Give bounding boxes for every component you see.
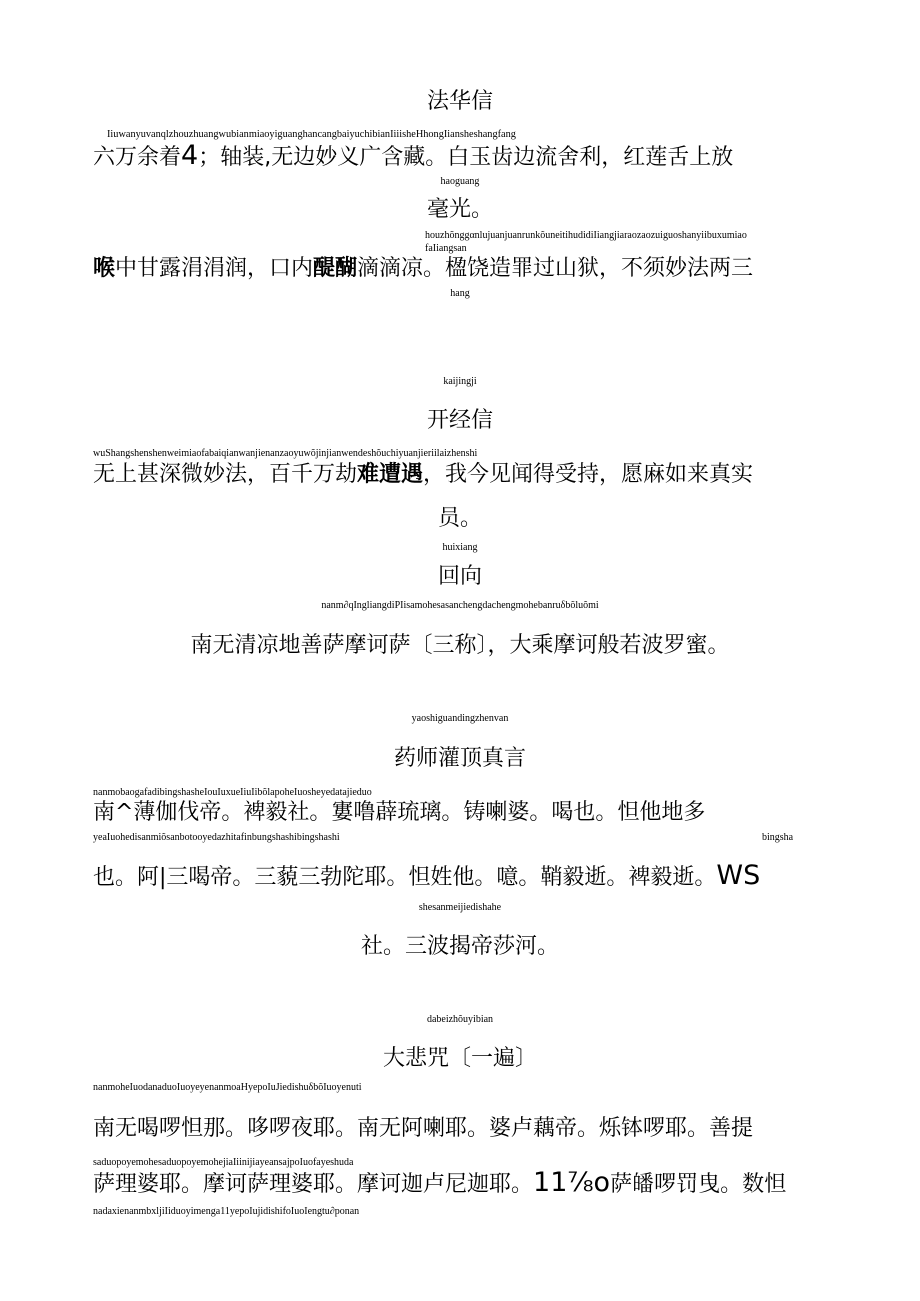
verse-line: 南无清凉地善萨摩诃萨〔三称〕，大乘摩诃般若波罗蜜。 xyxy=(190,633,730,658)
verse-line: 员。 xyxy=(437,506,482,531)
pinyin-line: haoguang xyxy=(440,176,480,187)
verse-line: 南无喝啰怛那。哆啰夜耶。南无阿喇耶。婆卢藕帝。烁钵啰耶。善提 xyxy=(93,1116,754,1141)
verse-text: ，我今见闻得受持，愿麻如来真实 xyxy=(423,462,754,487)
pinyin-title: dabeizhõuyibian xyxy=(426,1014,494,1025)
verse-line: 南^薄伽伐帝。裨毅社。寠噜薜琉璃。铸喇婆。喝也。怛他地多 xyxy=(93,800,706,825)
verse-text: 中甘露涓涓润，口内 xyxy=(115,256,314,281)
pinyin-line: nanmobaogafadibingshasheIouIuxueIiuIibõlapoheIuosheyedatajieduo xyxy=(93,787,372,798)
verse-line xyxy=(93,461,753,489)
verse-line xyxy=(93,255,753,283)
pinyin-line: nanmoheIuodanaduoIuoyeyenanmoaHyepoIuJiedishuδbõIuoyenuti xyxy=(93,1082,362,1093)
verse-latin: 11⅞o xyxy=(533,1167,611,1198)
pinyin-line: shesanmeijiedishahe xyxy=(418,902,502,913)
section-title-da-bei: 大悲咒〔一遍〕 xyxy=(382,1046,537,1071)
section-title-hui-xiang: 回向 xyxy=(437,564,482,589)
verse-text-bold: 喉 xyxy=(93,256,116,281)
pinyin-line: nanm∂qIngliangdiPIisamohesasanchengdachengmohebanruδbõluõmi xyxy=(321,600,599,611)
verse-line: 社。三波揭帝莎河。 xyxy=(360,934,559,959)
pinyin-line: IiuwanyuvanqlzhouzhuangwubianmiaoyiguanghancangbaiyuchibianIiiisheHhongIiansheshangfang xyxy=(107,129,516,140)
verse-text-bold: 难遭遇 xyxy=(357,462,424,487)
pinyin-line: houzhõnggαnlujuanjuanrunkõuneitihudidiIiangjiaraozaozuiguoshanyiibuxumiao xyxy=(425,230,747,241)
pinyin-line: yeaIuohedisanmiõsanbotooyedazhitafinbungshashibingshashi xyxy=(93,832,340,843)
verse-line xyxy=(93,1169,786,1199)
section-title-yao-shi: 药师灌顶真言 xyxy=(393,746,526,771)
pinyin-title: yaoshiguandingzhenvan xyxy=(411,713,509,724)
pinyin-line: wuShangshenshenweimiaofabaiqianwanjienanzaoyuwõjinjianwendeshõuchiyuanjieriilaizhenshi xyxy=(93,448,478,459)
verse-text: 也。阿|三喝帝。三藐三勃陀耶。怛姓他。噫。鞘毅逝。裨毅逝。 xyxy=(93,865,717,890)
verse-text: 六万余着 xyxy=(93,145,182,170)
pinyin-line: bingsha xyxy=(762,832,794,843)
verse-line xyxy=(93,862,760,892)
pinyin-title: kaijingji xyxy=(443,376,477,387)
pinyin-line: saduopoyemohesaduopoyemohejiaIiinijiayeansajpoIuofayeshuda xyxy=(93,1157,354,1168)
section-title-kai-jing-xin: 开经信 xyxy=(426,408,493,433)
pinyin-line: nadaxienanmbxljiIiduoyimenga11yepoIujidishifoIuoIengtu∂ponan xyxy=(93,1206,360,1217)
pinyin-line: faIiangsan xyxy=(425,243,467,254)
verse-latin: WS xyxy=(716,860,761,891)
verse-text: 滴滴凉。楹饶造罪过山狱，不须妙法两三 xyxy=(357,256,754,281)
verse-text: 萨理婆耶。摩诃萨理婆耶。摩诃迦卢尼迦耶。 xyxy=(93,1172,534,1197)
verse-text: 无上甚深微妙法，百千万劫 xyxy=(93,462,358,487)
pinyin-line: hang xyxy=(450,288,470,299)
verse-numeral: 4 xyxy=(181,140,199,171)
verse-text-bold: 醍醐 xyxy=(313,256,358,281)
verse-text: 萨皤啰罚曳。数怛 xyxy=(610,1172,787,1197)
section-title-fa-hua-xin: 法华信 xyxy=(426,89,493,114)
pinyin-title: huixiang xyxy=(442,542,478,553)
verse-line xyxy=(93,142,733,172)
verse-line: 毫光。 xyxy=(426,197,493,222)
verse-text: ；轴装,无边妙义广含藏。白玉齿边流舍利，红莲舌上放 xyxy=(198,145,734,170)
